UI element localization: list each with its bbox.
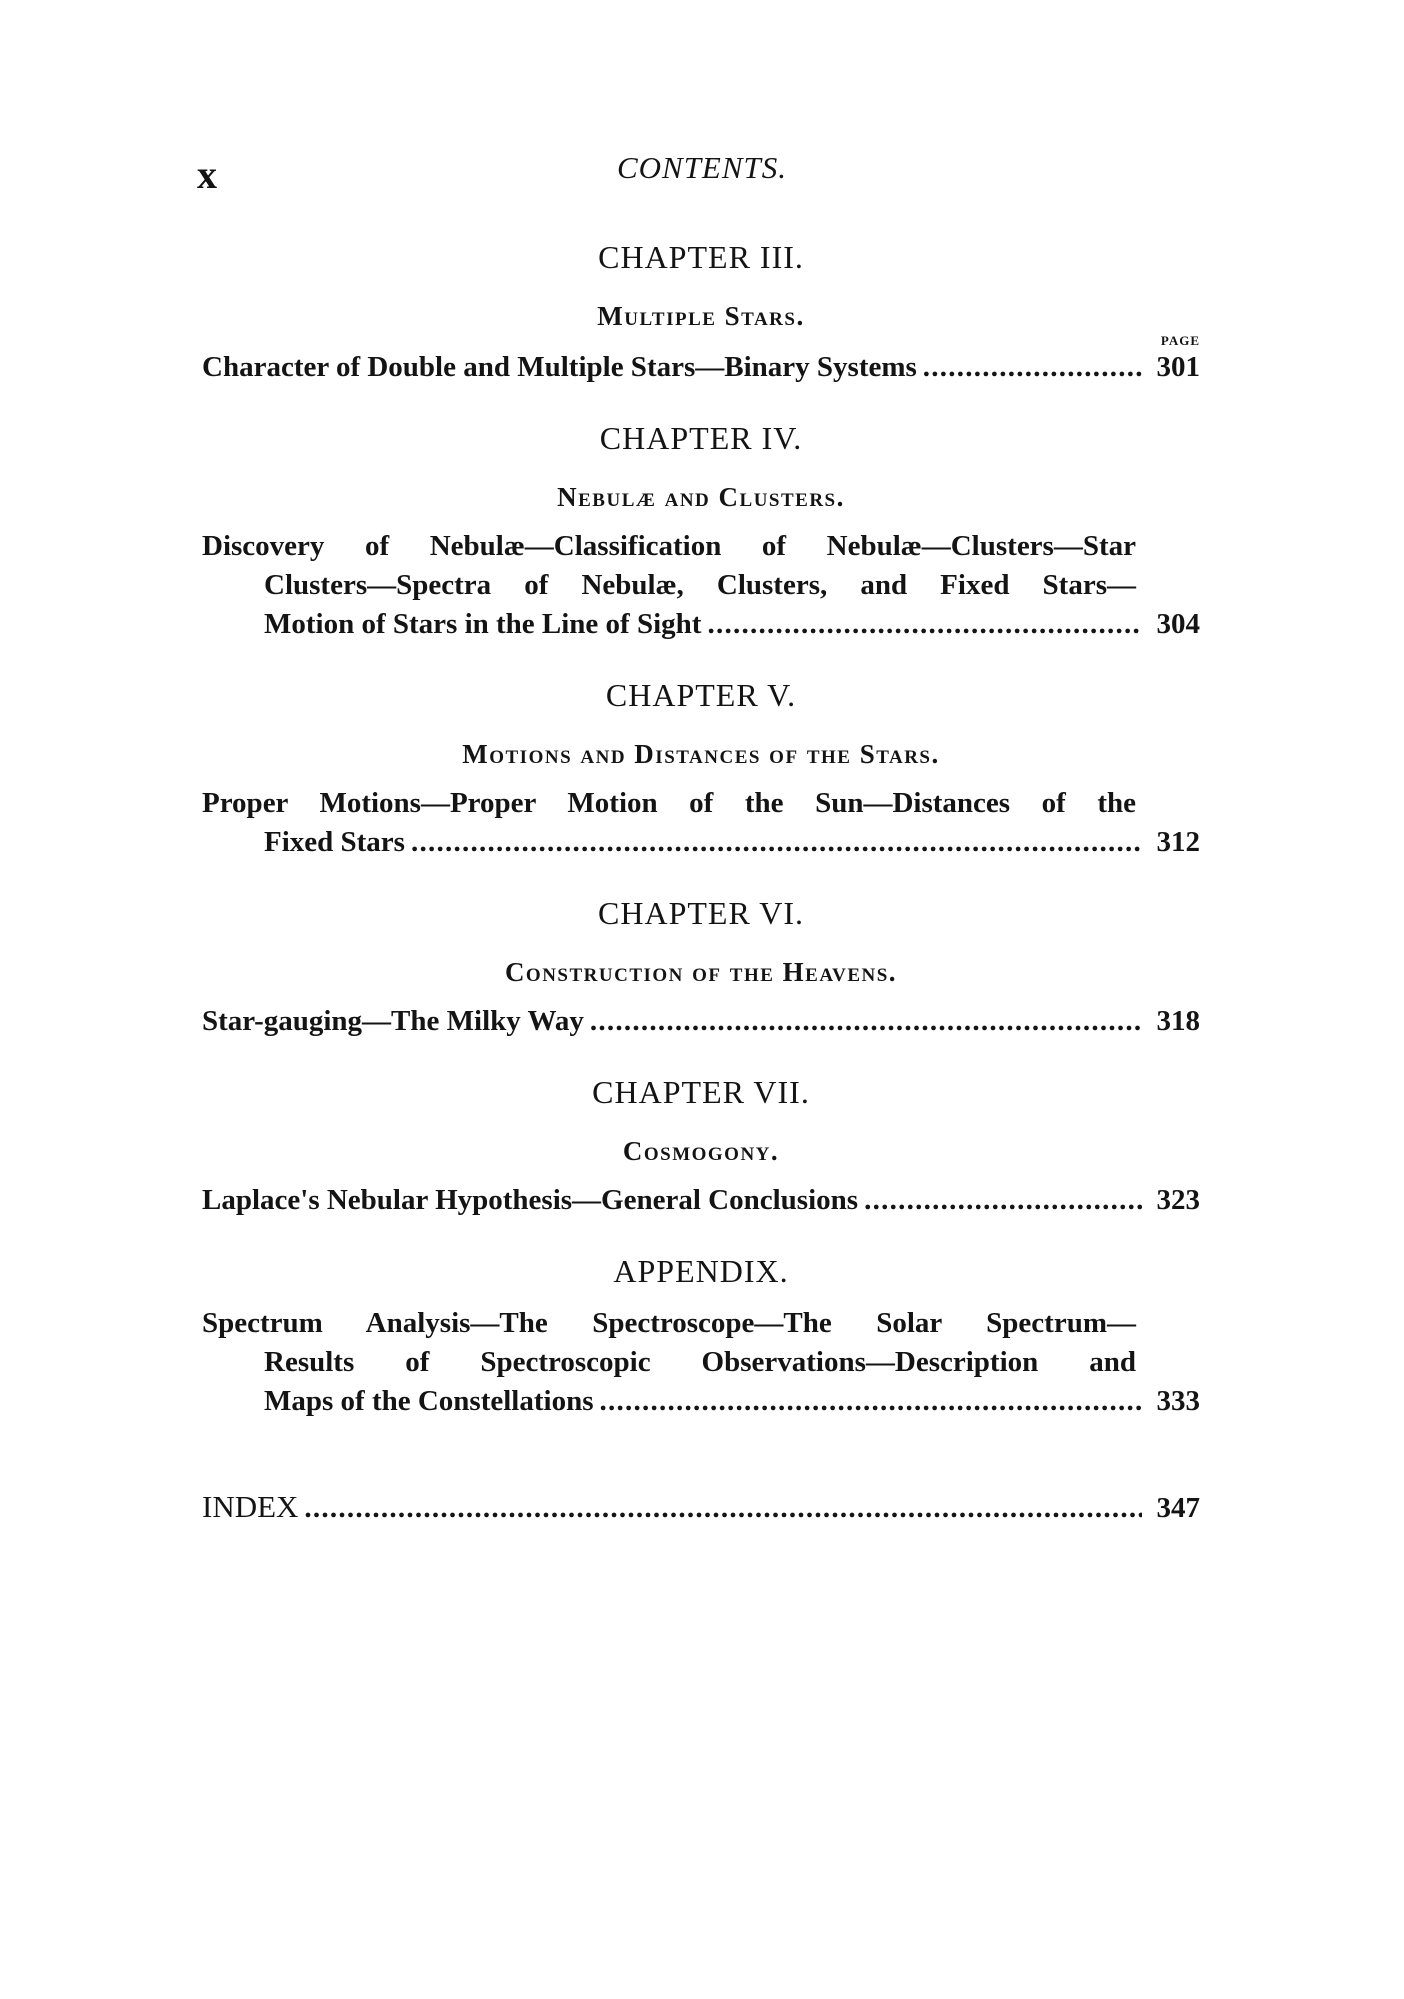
toc-entry (202, 784, 1200, 862)
entry-text: Laplace's Nebular Hypothesis—General Conclusions (202, 1184, 859, 1216)
table-of-contents (202, 238, 1200, 1528)
entry-text: Star-gauging—The Milky Way (202, 1005, 584, 1037)
toc-chapter-5 (202, 676, 1200, 862)
entry-text: Maps of the Constellations (264, 1385, 594, 1417)
dot-leader (923, 348, 1142, 387)
entry-line (202, 1002, 1200, 1041)
toc-index-entry (202, 1487, 1200, 1528)
toc-entry (202, 1304, 1200, 1421)
dot-leader (304, 1489, 1142, 1528)
entry-page-number: 312 (1156, 826, 1200, 858)
entry-text: Character of Double and Multiple Stars—Binary Systems (202, 351, 917, 383)
entry-text: Fixed Stars (264, 826, 405, 858)
entry-page-number: 301 (1156, 351, 1200, 383)
toc-chapter-4 (202, 419, 1200, 644)
entry-line (202, 1487, 1200, 1528)
entry-line (202, 605, 1200, 644)
entry-line: Results of Spectroscopic Observations—Description and (264, 1346, 1136, 1378)
entry-page-number: 347 (1156, 1492, 1200, 1524)
page-number: x (197, 152, 217, 197)
entry-page-number: 304 (1156, 608, 1200, 640)
dot-leader (590, 1002, 1142, 1041)
entry-line (202, 823, 1200, 862)
entry-page-number: 318 (1156, 1005, 1200, 1037)
running-head: CONTENTS. (616, 150, 788, 185)
dot-leader (707, 605, 1142, 644)
entry-line (202, 1382, 1200, 1421)
toc-chapter-7 (202, 1073, 1200, 1220)
chapter-subtitle: Construction of the Heavens. (504, 957, 898, 987)
index-label: INDEX (202, 1489, 299, 1524)
entry-line: Spectrum Analysis—The Spectroscope—The Solar Spectrum— (202, 1307, 1136, 1339)
toc-entry (202, 527, 1200, 644)
entry-line: Clusters—Spectra of Nebulæ, Clusters, and Fixed Stars— (264, 569, 1136, 601)
chapter-subtitle: Cosmogony. (622, 1136, 780, 1166)
chapter-heading: CHAPTER IV. (599, 420, 803, 456)
toc-chapter-6 (202, 894, 1200, 1041)
chapter-heading: CHAPTER VII. (592, 1074, 810, 1110)
page-column-label: PAGE (1160, 333, 1200, 348)
chapter-heading: CHAPTER VI. (598, 895, 804, 931)
toc-chapter-3 (202, 238, 1200, 387)
chapter-subtitle: Nebulæ and Clusters. (557, 482, 845, 512)
appendix-heading: APPENDIX. (613, 1253, 789, 1289)
spacer (202, 1453, 1200, 1473)
toc-appendix (202, 1252, 1200, 1421)
toc-entry (202, 1181, 1200, 1220)
toc-entry (202, 348, 1200, 387)
entry-line: Proper Motions—Proper Motion of the Sun—Distances of the (202, 787, 1136, 819)
dot-leader (864, 1181, 1142, 1220)
dot-leader (599, 1382, 1142, 1421)
chapter-heading: CHAPTER V. (605, 677, 797, 713)
toc-entry (202, 1002, 1200, 1041)
entry-text: Motion of Stars in the Line of Sight (264, 608, 702, 640)
dot-leader (411, 823, 1142, 862)
entry-line: Discovery of Nebulæ—Classification of Nebulæ—Clusters—Star (202, 530, 1136, 562)
chapter-heading: CHAPTER III. (598, 239, 804, 275)
chapter-subtitle: Multiple Stars. (597, 301, 805, 331)
entry-page-number: 323 (1156, 1184, 1200, 1216)
entry-line (202, 348, 1200, 387)
chapter-subtitle: Motions and Distances of the Stars. (462, 739, 940, 769)
entry-page-number: 333 (1156, 1385, 1200, 1417)
entry-line (202, 1181, 1200, 1220)
